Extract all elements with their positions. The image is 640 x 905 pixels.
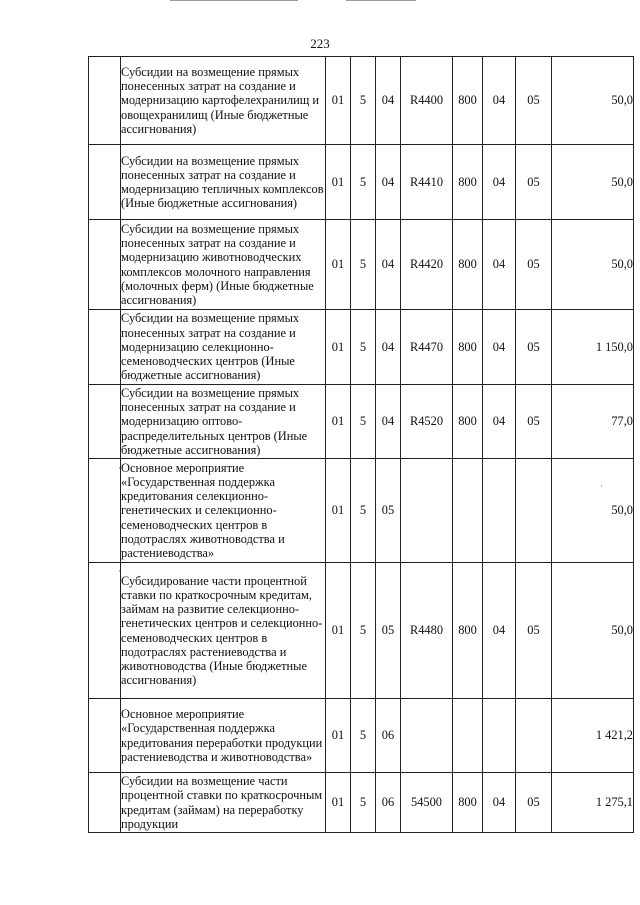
amount: 50,0 (552, 220, 634, 310)
code-1: 01 (326, 773, 351, 833)
amount: 1 150,0 (552, 310, 634, 385)
amount: 1 275,1 (552, 773, 634, 833)
amount: 50,0 (552, 57, 634, 145)
table-body (89, 57, 634, 833)
subsection-code: 05 (516, 563, 552, 699)
amount: 50,0 (552, 145, 634, 220)
target-article-code (401, 699, 453, 773)
section-code: 04 (483, 57, 516, 145)
scan-dot-mark: · (600, 481, 603, 491)
code-2: 5 (351, 145, 376, 220)
code-1: 01 (326, 699, 351, 773)
scan-top-line-right (346, 0, 416, 1)
item-name: Субсидии на возмещение прямых понесенных затрат на создание и модернизацию тепличных комплексов (Иные бюджетные ассигнования) (121, 145, 326, 220)
code-2: 5 (351, 563, 376, 699)
table-row (89, 385, 634, 459)
amount: 50,0 (552, 459, 634, 563)
subsection-code: 05 (516, 310, 552, 385)
target-article-code: R4400 (401, 57, 453, 145)
table-row (89, 699, 634, 773)
expense-type-code: 800 (453, 310, 483, 385)
item-name: Основное мероприятие «Государственная поддержка кредитования селекционно-генетических и селекционно-семеноводческих центров в подотраслях животноводства и растениеводства» (121, 459, 326, 563)
code-3: 06 (376, 699, 401, 773)
target-article-code: R4410 (401, 145, 453, 220)
expense-type-code: 800 (453, 563, 483, 699)
expense-type-code: 800 (453, 145, 483, 220)
expense-type-code (453, 699, 483, 773)
code-1: 01 (326, 385, 351, 459)
budget-table (88, 56, 634, 833)
table-row (89, 145, 634, 220)
table-row (89, 773, 634, 833)
target-article-code: R4480 (401, 563, 453, 699)
subsection-code (516, 699, 552, 773)
code-1: 01 (326, 459, 351, 563)
row-margin-cell (89, 220, 121, 310)
row-margin-cell (89, 385, 121, 459)
section-code (483, 459, 516, 563)
subsection-code (516, 459, 552, 563)
table-row (89, 459, 634, 563)
item-name: Основное мероприятие «Государственная поддержка кредитования переработки продукции растениеводства и животноводства» (121, 699, 326, 773)
row-margin-cell (89, 57, 121, 145)
row-margin-cell (89, 459, 121, 563)
target-article-code: R4420 (401, 220, 453, 310)
subsection-code: 05 (516, 773, 552, 833)
section-code: 04 (483, 563, 516, 699)
code-2: 5 (351, 459, 376, 563)
row-margin-cell (89, 563, 121, 699)
subsection-code: 05 (516, 57, 552, 145)
item-name: Субсидии на возмещение прямых понесенных затрат на создание и модернизацию картофелехранилищ и овощехранилищ (Иные бюджетные ассигнования) (121, 57, 326, 145)
section-code: 04 (483, 310, 516, 385)
row-margin-cell (89, 773, 121, 833)
code-1: 01 (326, 310, 351, 385)
code-2: 5 (351, 773, 376, 833)
item-name: Субсидии на возмещение прямых понесенных затрат на создание и модернизацию оптово-распределительных центров (Иные бюджетные ассигнования) (121, 385, 326, 459)
target-article-code: 54500 (401, 773, 453, 833)
table-row (89, 310, 634, 385)
target-article-code (401, 459, 453, 563)
target-article-code: R4470 (401, 310, 453, 385)
section-code: 04 (483, 385, 516, 459)
code-3: 05 (376, 563, 401, 699)
code-3: 06 (376, 773, 401, 833)
row-margin-cell (89, 310, 121, 385)
code-1: 01 (326, 145, 351, 220)
code-2: 5 (351, 57, 376, 145)
section-code: 04 (483, 773, 516, 833)
row-margin-cell (89, 699, 121, 773)
target-article-code: R4520 (401, 385, 453, 459)
code-2: 5 (351, 699, 376, 773)
subsection-code: 05 (516, 220, 552, 310)
code-2: 5 (351, 310, 376, 385)
scan-dot-mark: · (118, 566, 121, 576)
code-1: 01 (326, 57, 351, 145)
code-3: 04 (376, 310, 401, 385)
amount: 77,0 (552, 385, 634, 459)
amount: 50,0 (552, 563, 634, 699)
item-name: Субсидирование части процентной ставки по краткосрочным кредитам, займам на развитие селекционно-генетических центров и селекционно-семеноводческих центров в подотраслях растениеводства и животноводства (Иные бюджетные ассигнования) (121, 563, 326, 699)
code-3: 04 (376, 385, 401, 459)
scan-dot-mark: · (118, 463, 121, 473)
table-row (89, 220, 634, 310)
code-3: 04 (376, 145, 401, 220)
expense-type-code (453, 459, 483, 563)
item-name: Субсидии на возмещение части процентной ставки по краткосрочным кредитам (займам) на переработку продукции (121, 773, 326, 833)
table-row (89, 563, 634, 699)
expense-type-code: 800 (453, 220, 483, 310)
amount: 1 421,2 (552, 699, 634, 773)
expense-type-code: 800 (453, 57, 483, 145)
section-code: 04 (483, 220, 516, 310)
item-name: Субсидии на возмещение прямых понесенных затрат на создание и модернизацию животноводческих комплексов молочного направления (молочных ферм) (Иные бюджетные ассигнования) (121, 220, 326, 310)
page-number: 223 (310, 36, 330, 51)
expense-type-code: 800 (453, 773, 483, 833)
code-3: 05 (376, 459, 401, 563)
code-1: 01 (326, 563, 351, 699)
code-2: 5 (351, 220, 376, 310)
code-3: 04 (376, 220, 401, 310)
scan-top-line-left (170, 0, 298, 1)
expense-type-code: 800 (453, 385, 483, 459)
section-code: 04 (483, 145, 516, 220)
section-code (483, 699, 516, 773)
subsection-code: 05 (516, 145, 552, 220)
item-name: Субсидии на возмещение прямых понесенных затрат на создание и модернизацию селекционно-семеноводческих центров (Иные бюджетные ассигнования) (121, 310, 326, 385)
code-3: 04 (376, 57, 401, 145)
code-1: 01 (326, 220, 351, 310)
table-row (89, 57, 634, 145)
row-margin-cell (89, 145, 121, 220)
code-2: 5 (351, 385, 376, 459)
subsection-code: 05 (516, 385, 552, 459)
